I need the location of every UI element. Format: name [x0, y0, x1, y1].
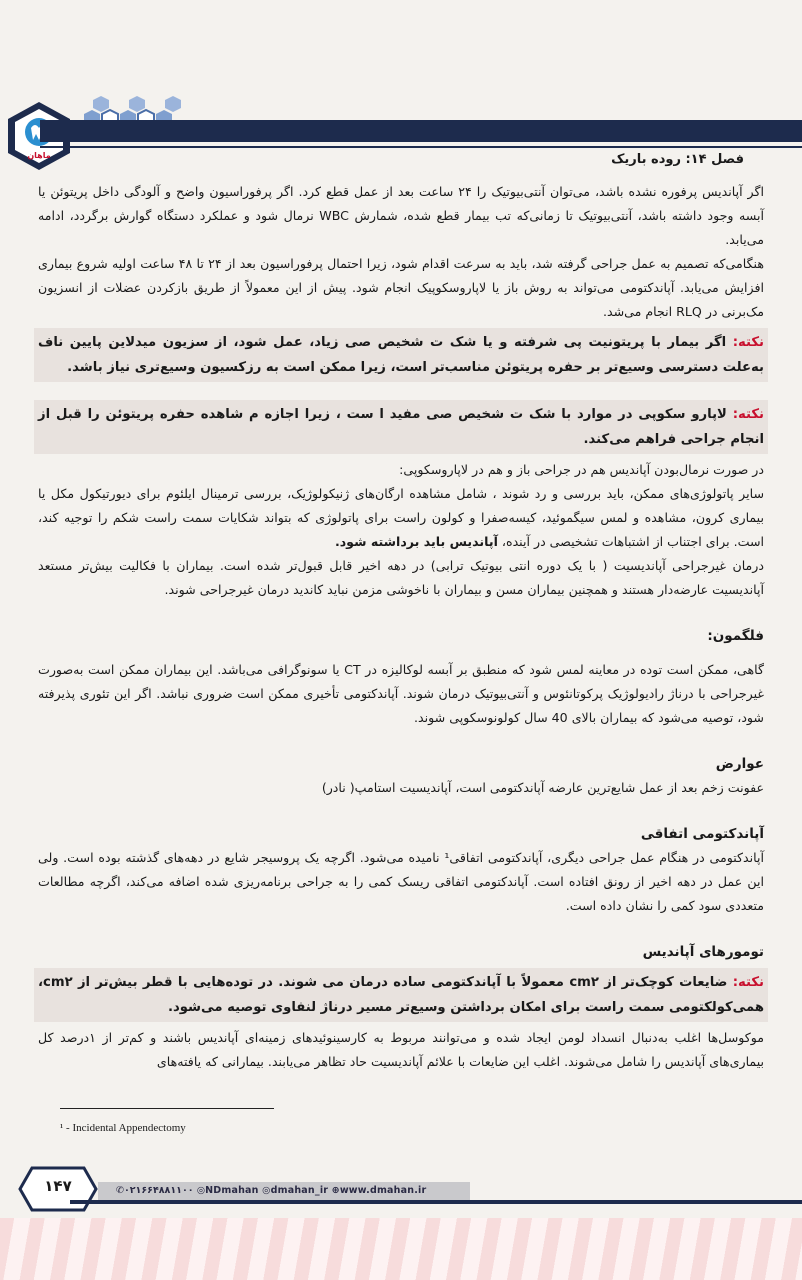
page-body — [38, 180, 764, 1074]
bottom-decorative-stripes — [0, 1218, 802, 1280]
note-box — [34, 400, 768, 454]
paragraph: عفونت زخم بعد از عمل شایع‌ترین عارضه آپاندکتومی است، آپاندیسیت استامپ( نادر) — [321, 780, 764, 795]
paragraph-text: سایر پاتولوژی‌های ممکن، باید بررسی و رد شوند ، شامل مشاهده ارگان‌های ژنیکولوژیک، بررسی ترمینال ایلئوم برای دیورتیکول مکل یا بیماری کرون، مشاهده و لمس سیگموئید، کیسه‌صفرا و کولون راست برای پاتولوژی که بتواند شکایات سمت راست شکم را توجیه کند، است. برای اجتناب از اشتباهات تشخیصی در آینده، — [38, 486, 764, 549]
paragraph: درمان غیرجراحی آپاندیسیت ( با یک دوره انتی بیوتیک ترابی) در دهه اخیر قابل قبول‌تر شده است. بیماران با فکالیت بیش‌تر مستعد آپاندیسیت عارضه‌دار هستند و همچنین بیماران مسن و بیماران با ناخوشی مزمن نباید کاندید درمان غیرجراحی شوند. — [38, 558, 764, 597]
paragraph: در صورت نرمال‌بودن آپاندیس هم در جراحی باز و هم در لاپاروسکوپی: — [399, 462, 764, 477]
section-heading: عوارض — [715, 756, 764, 772]
note-text: اگر بیمار با پریتونیت پی شرفته و یا شک ت شخیص صی زیاد، عمل شود، از سزیون میدلاین پایین ناف به‌علت دسترسی وسیع‌تر بر حفره پریتوئن مناسب‌تر است، زیرا ممکن است به رزکسیون وسیع‌تری نیاز باشد. — [38, 335, 764, 375]
section-heading: آپاندکتومی اتفاقی — [640, 826, 764, 842]
note-label: نکته: — [732, 335, 764, 350]
note-text: ضایعات کوچک‌تر از cm۲ معمولاً با آپاندکتومی ساده درمان می شوند. در توده‌هایی با قطر بیش‌تر از cm۲، همی‌کولکتومی سمت راست برای امکان برداشتن وسیع‌تر مسیر درناژ لنفاوی توصیه می‌شود. — [38, 975, 764, 1015]
footnote-divider — [60, 1108, 274, 1109]
note-label: نکته: — [732, 975, 765, 990]
page-number: ۱۴۷ — [44, 1177, 72, 1195]
paragraph: موکوسل‌ها اغلب به‌دنبال انسداد لومن ایجاد شده و می‌توانند مربوط به کارسینوئیدهای زمینه‌ای آپاندیس باشند و کم‌تر از ۱درصد کل بیماری‌های آپاندیس را شامل می‌شوند. اغلب این ضایعات با علائم آپاندیسیت حاد تظاهر می‌یابند. بیمارانی که یافته‌های — [38, 1030, 764, 1069]
chapter-title: فصل ۱۴: روده باریک — [611, 152, 744, 167]
paragraph: گاهی، ممکن است توده در معاینه لمس شود که منطبق بر آبسه لوکالیزه در CT یا سونوگرافی می‌باشد. این بیماران ممکن است به‌صورت غیرجراحی با درناژ رادیولوژیک پرکوتانئوس و آنتی‌بیوتیک درمان شوند. آپاندکتومی تأخیری ممکن است ضروری نباشد. اگر این تئوری پذیرفته شود، توصیه می‌شود که بیماران بالای 40 سال کولونوسکوپی شوند. — [38, 662, 765, 725]
footer-contacts: ✆۰۲۱۶۶۴۸۸۱۱۰۰ ◎NDmahan ◎dmahan_ir ⊕www.dmahan.ir — [116, 1185, 427, 1196]
note-box — [34, 328, 768, 382]
section-heading: تومورهای آپاندیس — [642, 944, 764, 960]
paragraph: اگر آپاندیس پرفوره نشده باشد، می‌توان آنتی‌بیوتیک را ۲۴ ساعت بعد از عمل قطع کرد. اگر پرفوراسیون واضح و آلودگی داخل پریتوئن یا آبسه وجود داشته باشد، آنتی‌بیوتیک تا زمانی‌که تب بیمار قطع شده، شمارش WBC نرمال شود و عملکرد دستگاه گوارش برگردد، ادامه می‌یابد. — [38, 184, 765, 247]
header-divider — [40, 146, 802, 148]
bold-text: آپاندیس باید برداشته شود. — [334, 534, 498, 549]
paragraph: هنگامی‌که تصمیم به عمل جراحی گرفته شد، باید به سرعت اقدام شود، زیرا احتمال پرفوراسیون بعد از ۲۴ تا ۴۸ ساعت اولیه شروع بیماری افزایش می‌یابد. آپاندکتومی می‌تواند به روش باز یا لاپاروسکوپیک انجام شود. پیش از این معمولاً از طریق بازکردن عضلات از انسزیون مک‌برنی در RLQ انجام می‌شد. — [38, 256, 764, 319]
note-text: لاپارو سکوپی در موارد با شک ت شخیص صی مفید ا ست ، زیرا اجازه م شاهده حفره پریتوئن را قبل از انجام جراحی فراهم می‌کند. — [38, 407, 764, 447]
section-heading: فلگمون: — [707, 628, 764, 644]
footnote: ¹ - Incidental Appendectomy — [60, 1122, 186, 1134]
paragraph: آپاندکتومی در هنگام عمل جراحی دیگری، آپاندکتومی اتفاقی¹ نامیده می‌شود. اگرچه یک پروسیجر شایع در دهه‌های گذشته بوده است. ولی این عمل در دهه اخیر از رونق افتاده است. آپاندکتومی اتفاقی ریسک کمی را به جراحی برنامه‌ریزی شده اضافه می‌کند، اگرچه مطالعات متعددی سود کمی را نشان داده است. — [38, 850, 764, 913]
header-bar — [40, 120, 802, 142]
note-label: نکته: — [732, 407, 764, 422]
note-box — [34, 968, 768, 1022]
logo-text: ماهان — [27, 151, 51, 160]
footer-divider — [70, 1200, 802, 1204]
paragraph — [38, 482, 764, 554]
